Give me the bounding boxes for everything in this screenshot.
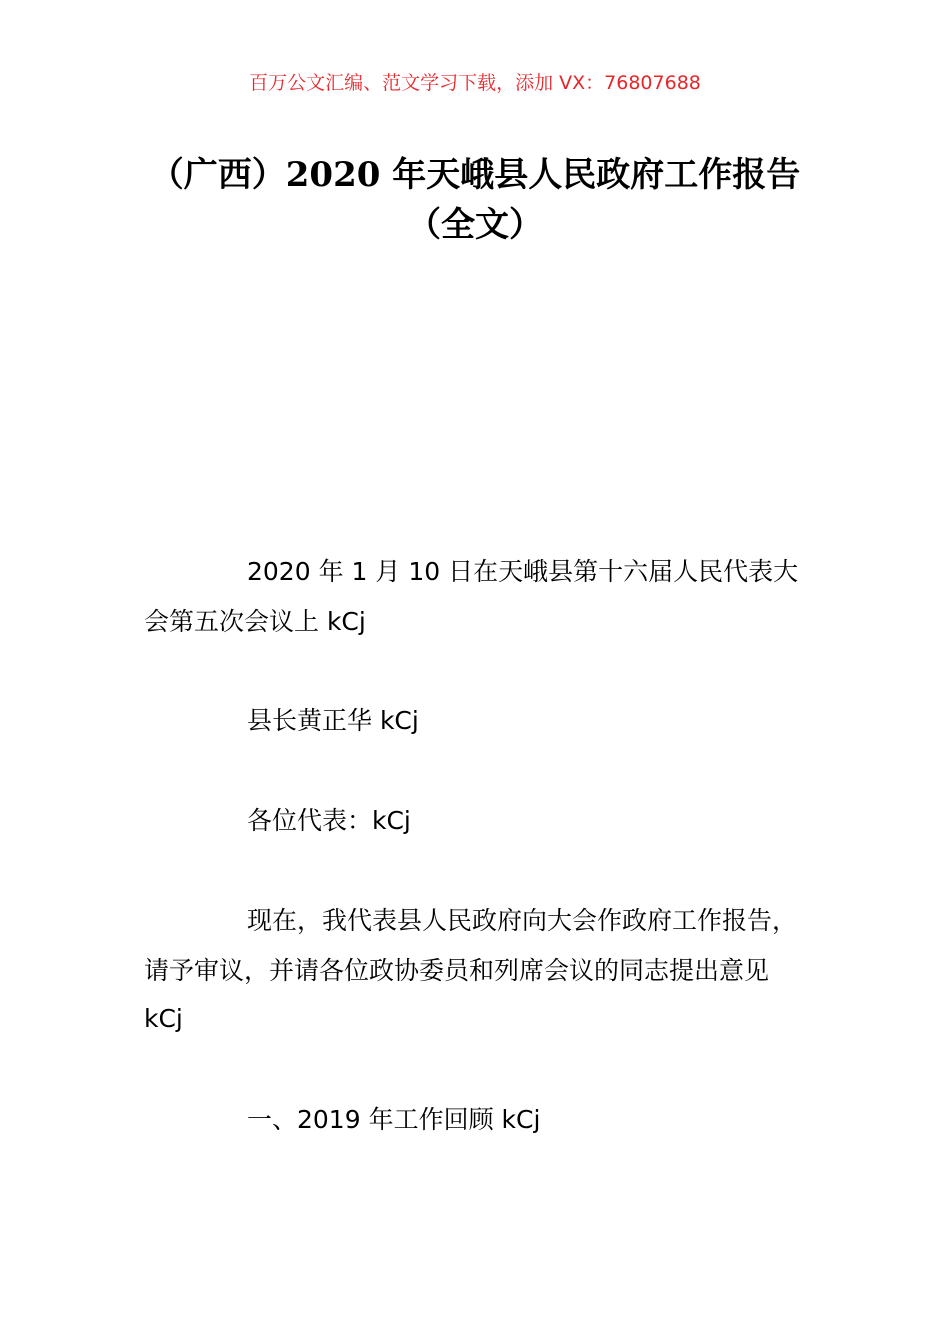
paragraph-4-line-3: kCj	[144, 1004, 183, 1033]
paragraph-1-line-1: 2020 年 1 月 10 日在天峨县第十六届人民代表大	[247, 557, 799, 586]
paragraph-3: 各位代表：kCj	[247, 806, 411, 835]
header-banner: 百万公文汇编、范文学习下载，添加 VX：76807688	[249, 72, 701, 94]
paragraph-4-line-1: 现在，我代表县人民政府向大会作政府工作报告，	[247, 906, 798, 935]
section-heading-1: 一、2019 年工作回顾 kCj	[247, 1105, 541, 1134]
paragraph-2: 县长黄正华 kCj	[247, 706, 419, 735]
title-line-1: （广西）2020 年天峨县人民政府工作报告	[149, 155, 801, 195]
paragraph-4-line-2: 请予审议，并请各位政协委员和列席会议的同志提出意见	[144, 956, 770, 985]
document-title	[0, 150, 950, 250]
title-line-2: （全文）	[407, 205, 543, 245]
paragraph-1-line-2: 会第五次会议上 kCj	[144, 607, 366, 636]
